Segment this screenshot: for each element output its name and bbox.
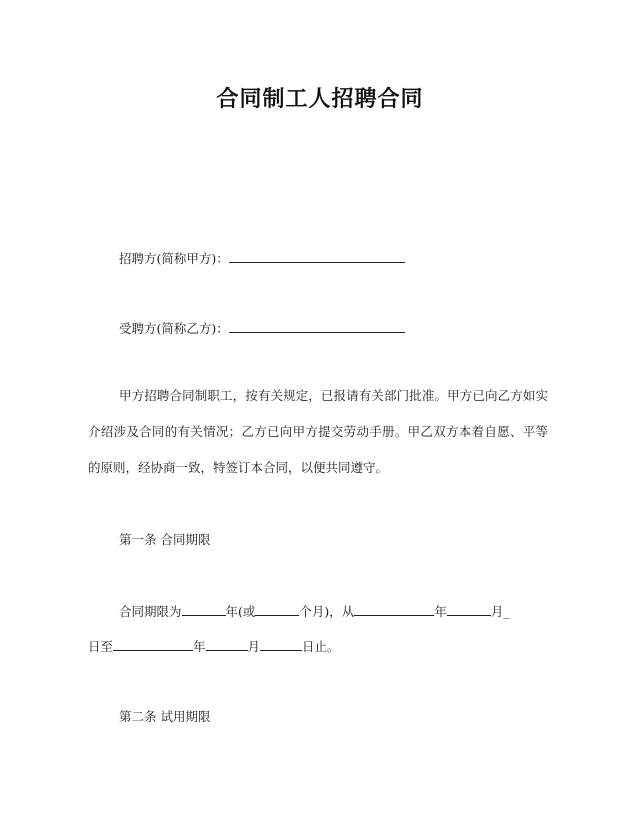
start-month-blank[interactable] bbox=[447, 602, 491, 616]
employer-blank[interactable] bbox=[229, 249, 405, 263]
start-tail: _ bbox=[503, 604, 510, 619]
article2-heading: 第二条 试用期限 bbox=[119, 709, 211, 724]
employee-line bbox=[119, 319, 405, 338]
intro-paragraph: 甲方招聘合同制职工，按有关规定，已报请有关部门批准。甲方已向乙方如实介绍涉及合同的有关情况；乙方已向甲方提交劳动手册。甲乙双方本着自愿、平等的原则，经协商一致，特签订本合同，以便共同遵守。 bbox=[88, 388, 548, 475]
end-month-label: 月 bbox=[247, 639, 261, 654]
document-title: 合同制工人招聘合同 bbox=[216, 87, 424, 112]
end-year-blank[interactable] bbox=[113, 637, 193, 651]
start-year-label: 年 bbox=[434, 604, 447, 619]
start-year-blank[interactable] bbox=[354, 602, 434, 616]
term-line-2 bbox=[88, 637, 340, 656]
end-month-blank[interactable] bbox=[206, 637, 248, 651]
end-year-label: 年 bbox=[193, 639, 206, 654]
term-years-blank[interactable] bbox=[182, 602, 226, 616]
article1-heading: 第一条 合同期限 bbox=[119, 532, 211, 547]
end-day-blank[interactable] bbox=[260, 637, 302, 651]
term-months-from: 个月)，从 bbox=[299, 604, 355, 619]
employer-label: 招聘方(简称甲方)： bbox=[119, 251, 229, 266]
employer-line bbox=[119, 249, 405, 268]
term-line-1 bbox=[119, 602, 510, 621]
term-prefix: 合同期限为 bbox=[119, 604, 182, 619]
start-day-to: 日至 bbox=[88, 639, 114, 654]
term-months-blank[interactable] bbox=[255, 602, 299, 616]
employee-label: 受聘方(简称乙方)： bbox=[119, 321, 229, 336]
start-month-label: 月 bbox=[490, 604, 504, 619]
employee-blank[interactable] bbox=[229, 319, 405, 333]
end-day-label: 日止。 bbox=[302, 639, 340, 654]
term-years-or: 年(或 bbox=[225, 604, 256, 619]
